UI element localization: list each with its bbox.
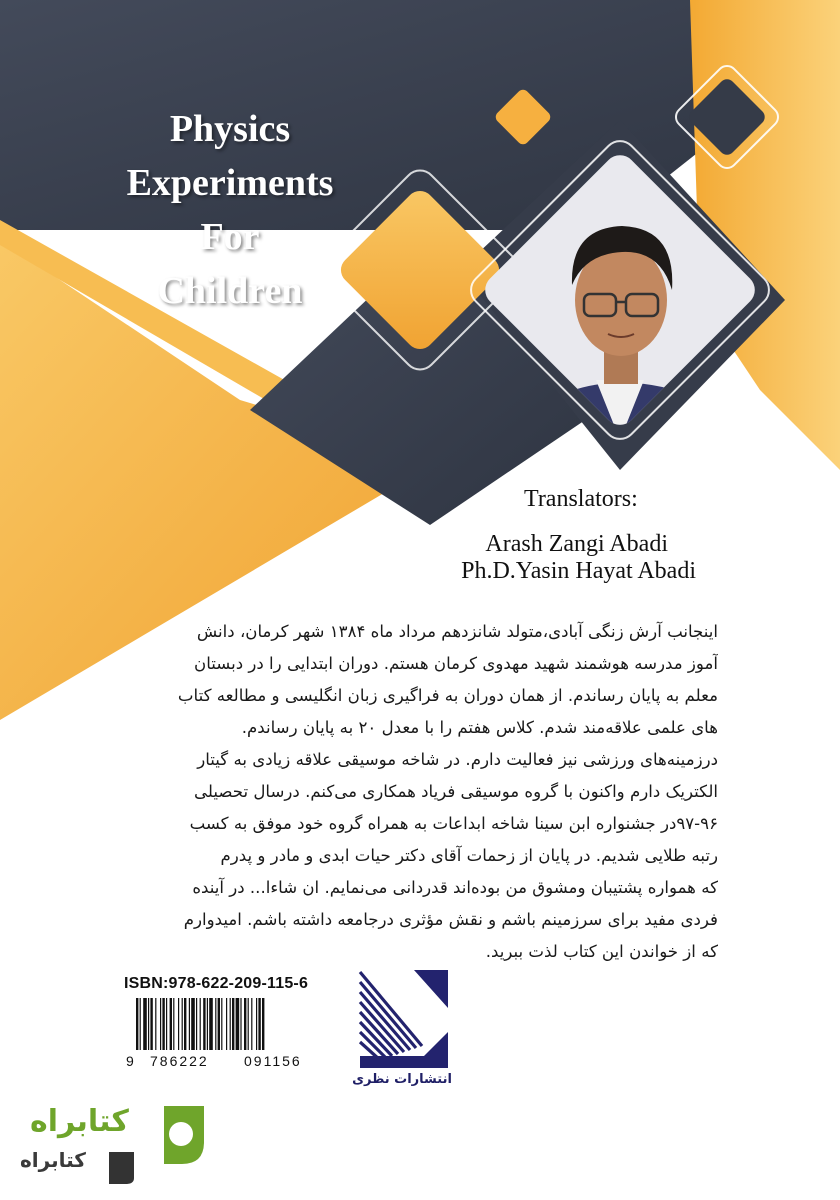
bio-line: که از خواندن این کتاب لذت ببرید. (485, 942, 718, 961)
bio-line: اینجانب آرش زنگی آبادی،متولد شانزدهم مرداد ماه ۱۳۸۴ شهر کرمان، دانش (196, 622, 718, 641)
publisher-logo (352, 968, 452, 1078)
barcode-bar (226, 998, 227, 1050)
barcode-bar (189, 998, 190, 1050)
barcode-bar (140, 998, 141, 1050)
barcode-bar (240, 998, 241, 1050)
watermark-subtext: کتابراه (20, 1148, 86, 1172)
barcode-bar (207, 998, 208, 1050)
barcode-bar (218, 998, 220, 1050)
bio-line: فردی مفید برای سرزمینم باشم و نقش مؤثری درجامعه داشته باشم. امیدوارم (183, 910, 718, 929)
barcode-bar (215, 998, 216, 1050)
barcode-bar (178, 998, 179, 1050)
barcode-bar (196, 998, 197, 1050)
publisher-name: انتشارات نظری (352, 1072, 452, 1087)
watermark-text: کتابراه (30, 1104, 129, 1139)
bio-line: آموز مدرسه هوشمند شهید مهدوی کرمان هستم. دوران ابتدایی را در دبستان (194, 654, 718, 673)
barcode-bar (162, 998, 164, 1050)
book-title (95, 102, 365, 318)
bio-line: ۹۷-۹۶در جشنواره ابن سینا شاخه ابداعات به همراه گروه خود موفق به کسب (189, 814, 718, 833)
barcode-bar (182, 998, 183, 1050)
barcode-digit-group: 091156 (244, 1053, 302, 1068)
barcode-bar (148, 998, 149, 1050)
title-line: Experiments (126, 162, 334, 204)
translator-biography (124, 616, 718, 968)
barcode-bar (166, 998, 167, 1050)
barcode-bar (232, 998, 234, 1050)
translators-label: Translators: (524, 486, 638, 512)
barcode-bar (258, 998, 260, 1050)
barcode-bar (236, 998, 240, 1050)
title-line: For (200, 216, 260, 258)
isbn-barcode (124, 996, 346, 1068)
barcode-bar (136, 998, 138, 1050)
barcode-bar (244, 998, 246, 1050)
translator-name: Arash Zangi Abadi (485, 531, 668, 557)
barcode-bar (209, 998, 213, 1050)
barcode-bar (155, 998, 156, 1050)
translator-name: Ph.D.Yasin Hayat Abadi (461, 558, 696, 584)
bio-line: معلم به پایان رساندم. از همان دوران به فراگیری زبان انگلیسی و مطالعه کتاب (177, 686, 718, 705)
barcode-bar (262, 998, 264, 1050)
bio-line: الکتریک دارم واکنون با گروه موسیقی فریاد همکاری می‌کنم. درسال تحصیلی (194, 782, 718, 801)
barcode-bar (248, 998, 249, 1050)
barcode-bar (221, 998, 222, 1050)
barcode-bar (160, 998, 161, 1050)
barcode-bar (191, 998, 195, 1050)
barcode-bar (251, 998, 252, 1050)
barcode-bar (184, 998, 186, 1050)
barcode-bar (173, 998, 174, 1050)
isbn-label: ISBN:978-622-209-115-6 (124, 975, 309, 992)
barcode-bar (170, 998, 172, 1050)
bio-line: رتبه طلایی شدیم. در پایان از زحمات آقای دکتر حیات ابدی و مادر و پدرم (220, 846, 718, 865)
barcode-digit-group: 786222 (150, 1053, 209, 1068)
barcode-digit-group: 9 (126, 1053, 134, 1068)
barcode-bar (143, 998, 147, 1050)
barcode-bar (200, 998, 201, 1050)
title-line: Children (157, 270, 303, 312)
barcode-bar (230, 998, 231, 1050)
title-line: Physics (169, 108, 291, 150)
bio-line: درزمینه‌های ورزشی نیز فعالیت دارم. در شاخه موسیقی علاقه زیادی به گیتار (197, 750, 718, 769)
bio-line: های علمی علاقه‌مند شدم. کلاس هفتم را با معدل ۲۰ به پایان رساندم. (241, 718, 718, 737)
barcode-bar (203, 998, 205, 1050)
barcode-bar (256, 998, 257, 1050)
barcode-bar (150, 998, 152, 1050)
bio-line: که همواره پشتیبان ومشوق من بوده‌اند قدردانی می‌نمایم. ان شاءا... در آینده (192, 878, 718, 897)
